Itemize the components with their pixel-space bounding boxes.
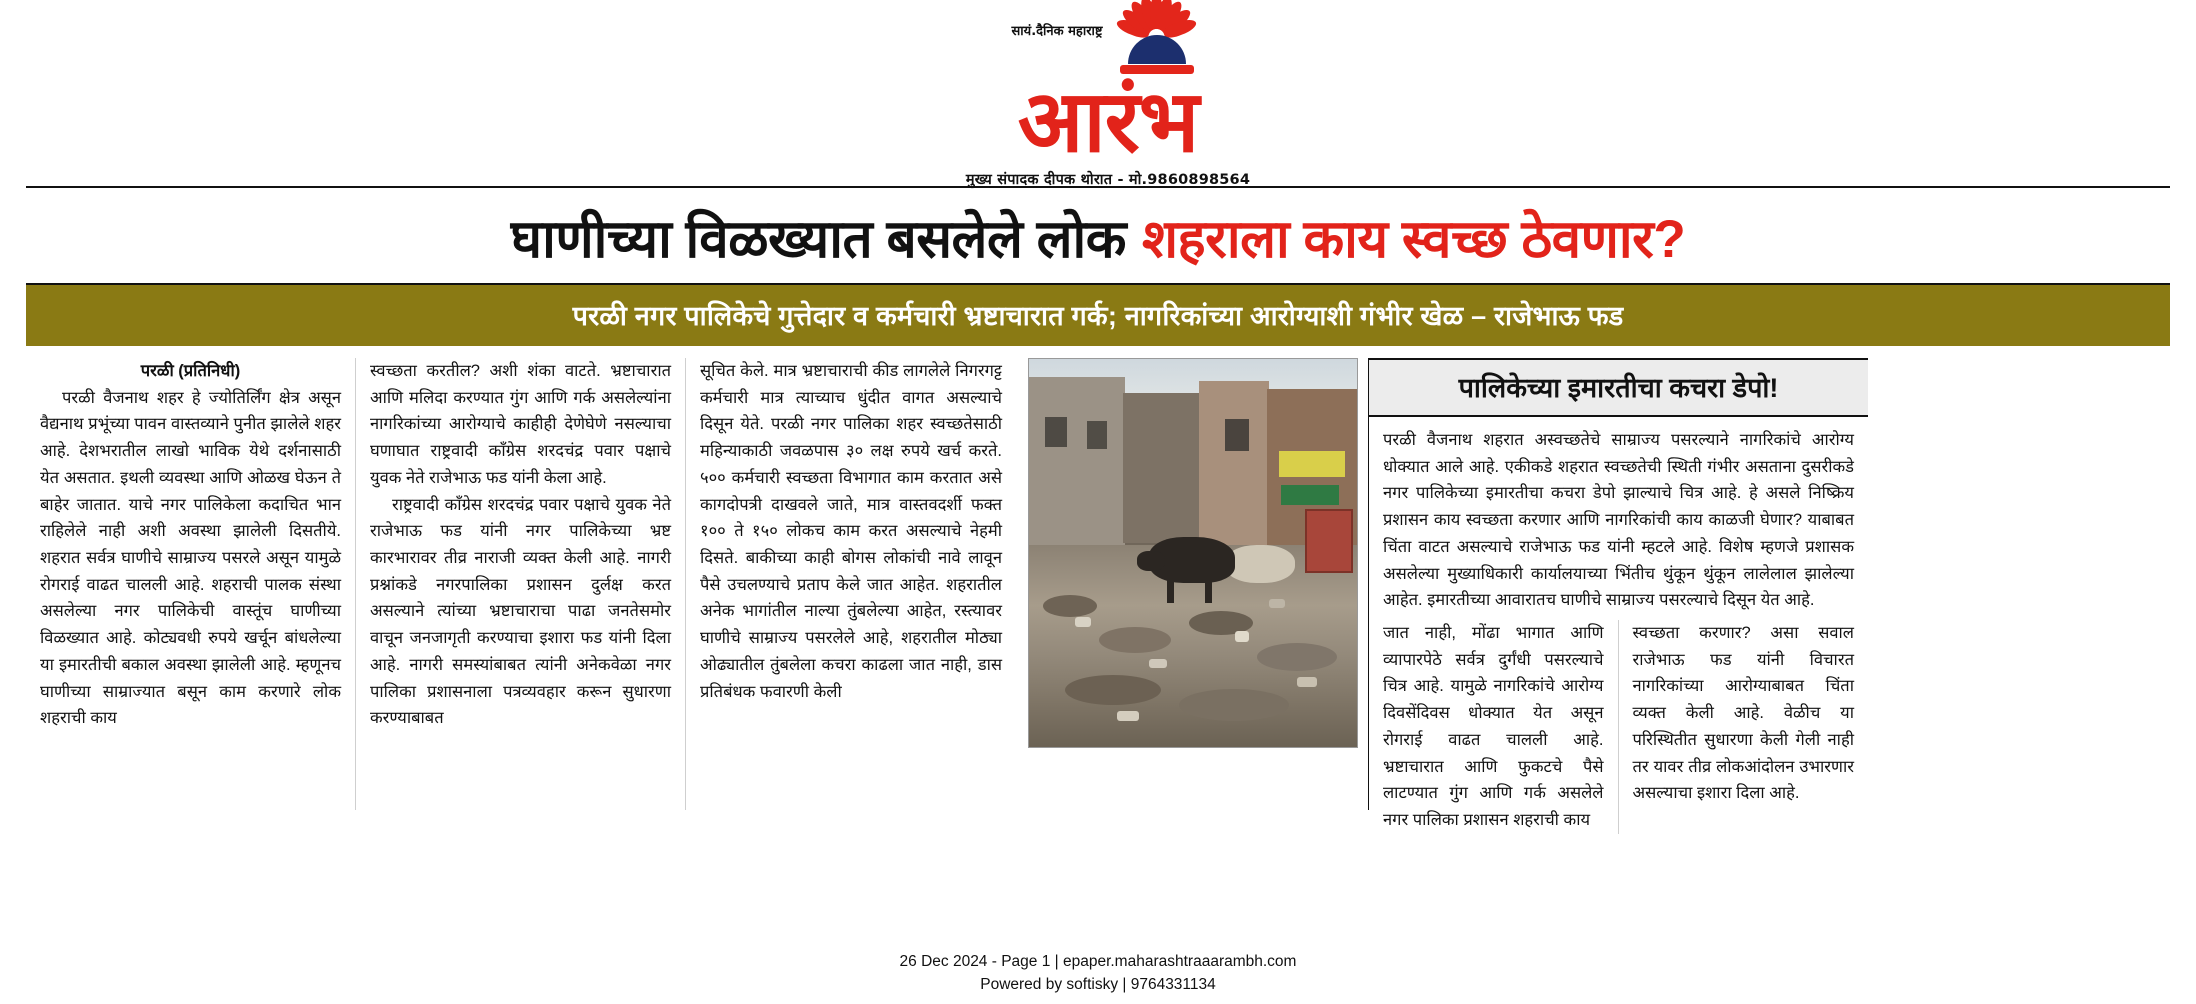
article-photo-column [1016, 358, 1368, 810]
article-paragraph: सूचित केले. मात्र भ्रष्टाचाराची कीड लागलेले निगरगट्ट कर्मचारी मात्र त्याच्याच धुंदीत वागत असल्याचे दिसून येते. परळी नगर पालिका शहर स्वच्छतेसाठी महिन्याकाठी जवळपास ३० लक्ष रुपये खर्च करते. ५०० कर्मचारी स्वच्छता विभागात काम करतात असे कागदोपत्री दाखवले जाते, मात्र वास्तवदर्शी फक्त १०० ते १५० लोकच काम करत असल्याचे नेहमी दिसते. बाकीच्या काही बोगस लोकांची नावे लावून पैसे उचलण्याचे प्रताप केले जात आहेत. शहरातील अनेक भागांतील नाल्या तुंबलेल्या आहेत, रस्त्यावर घाणीचे साम्राज्य पसरलेले आहे, शहरातील मोठ्या ओढ्यातील तुंबलेला कचरा काढला जात नाही, डास प्रतिबंधक फवारणी केली [700, 362, 1002, 701]
article-column-1 [26, 358, 356, 810]
sidebar-column-left: जात नाही, मोंढा भागात आणि व्यापारपेठे सर्वत्र दुर्गंधी पसरल्याचे चित्र आहे. यामुळे नागरिकांचे आरोग्य दिवसेंदिवस धोक्यात येत असून रोगराई वाढत चालली आहे. भ्रष्टाचारात आणि फुकटचे पैसे लाटण्यात गुंग आणि गर्क असलेले नगर पालिका प्रशासन शहराची काय [1369, 620, 1619, 834]
page-footer [0, 950, 2196, 997]
sidebar-lead-paragraph: परळी वैजनाथ शहरात अस्वच्छतेचे साम्राज्य पसरल्याने नागरिकांचे आरोग्य धोक्यात आले आहे. एकीकडे शहरात स्वच्छतेची स्थिती गंभीर असताना दुसरीकडे नगर पालिकेच्या इमारतीचा कचरा डेपो झाल्याचे चित्र आहे. हे असले निष्क्रिय प्रशासन काय स्वच्छता करणार आणि नागरिकांची काय काळजी घेणार? याबाबत चिंता वाटत असल्याचे राजेभाऊ फड यांनी म्हटले आहे. विशेष म्हणजे प्रशासक असलेल्या मुख्याधिकारी कार्यालयाच्या भिंतीच थुंकून थुंकून लालेलाल झालेल्या आहेत. इमारतीच्या आवारातच घाणीचे साम्राज्य पसरल्याचे दिसून येत आहे. [1383, 431, 1854, 610]
masthead-logo-row [1012, 0, 1205, 81]
article-column-3 [686, 358, 1016, 810]
article-paragraph: परळी वैजनाथ शहर हे ज्योतिर्लिंग क्षेत्र असून वैद्यनाथ प्रभूंच्या पावन वास्तव्याने पुनीत झालेले शहर आहे. देशभरातील लाखो भाविक येथे दर्शनासाठी येत असतात. इथली व्यवस्था आणि ओळख घेऊन ते बाहेर जातात. याचे नगर पालिकेला कदाचित भान राहिलेले नाही अशी अवस्था झालेली दिसतीये. शहरात सर्वत्र घाणीचे साम्राज्य पसरले असून यामुळे रोगराई वाढत चालली आहे. शहराची पालक संस्था असलेल्या नगर पालिकेची वास्तूंच घाणीच्या विळख्यात आहे. कोट्यवधी रुपये खर्चून बांधलेल्या या इमारतीची बकाल अवस्था झालेली आहे. म्हणूनच घाणीच्या साम्राज्यात बसून काम करणारे लोक शहराची काय [40, 388, 341, 728]
footer-date-page-source[interactable]: 26 Dec 2024 - Page 1 | epaper.maharashtraaarambh.com [899, 952, 1297, 970]
article-paragraph: राष्ट्रवादी काँग्रेस शरदचंद्र पवार पक्षाचे युवक नेते राजेभाऊ फड यांनी नगर पालिकेच्या भ्रष्ट कारभारावर तीव्र नाराजी व्यक्त केली आहे. नागरी प्रश्नांकडे नगरपालिका प्रशासन दुर्लक्ष करत असल्याने त्यांच्या भ्रष्टाचाराचा पाढा जनतेसमोर वाचून जनजागृती करण्याचा इशारा फड यांनी दिला आहे. नागरी समस्यांबाबत त्यांनी अनेकवेळा नगर पालिका प्रशासनाला पत्रव्यवहार करून सुधारणा करण्याबाबत [370, 495, 671, 728]
headline [26, 188, 2170, 283]
article-paragraph: स्वच्छता करतील? अशी शंका वाटते. भ्रष्टाचारात आणि मलिदा करण्यात गुंग आणि गर्क असलेल्यांना नागरिकांच्या आरोग्याचे काहीही देणेघेणे नसल्याचा घणाघात राष्ट्रवादी काँग्रेस शरदचंद्र पवार पक्षाचे युवक नेते राजेभाऊ फड यांनी केला आहे. [370, 362, 671, 487]
sidebar-title: पालिकेच्या इमारतीचा कचरा डेपो! [1369, 358, 1868, 417]
headline-primary: घाणीच्या विळख्यात बसलेले लोक [510, 210, 1126, 269]
masthead-tagline: सायं.दैनिक महाराष्ट्र [1011, 23, 1103, 39]
masthead [26, 0, 2170, 189]
garbage-street-photo [1028, 358, 1358, 748]
sidebar-article [1368, 358, 1868, 830]
masthead-editor-line: मुख्य संपादक दीपक थोरात - मो.9860898564 [965, 172, 1251, 189]
footer-credit: Powered by softisky | 9764331134 [980, 975, 1216, 993]
sub-headline: परळी नगर पालिकेचे गुत्तेदार व कर्मचारी भ्रष्टाचारात गर्क; नागरिकांच्या आरोग्याशी गंभीर खेळ – राजेभाऊ फड [26, 285, 2170, 346]
dateline: परळी (प्रतिनिधी) [140, 362, 241, 380]
article-body [26, 358, 2170, 830]
sidebar-split-columns [1369, 620, 1868, 834]
headline-highlight: शहराला काय स्वच्छ ठेवणार? [1142, 210, 1686, 269]
sidebar-column-right: स्वच्छता करणार? असा सवाल राजेभाऊ फड यांनी विचारत नागरिकांच्या आरोग्याबाबत चिंता व्यक्त केली आहे. वेळीच या परिस्थितीत सुधारणा केली गेली नाही तर यावर तीव्र लोकआंदोलन उभारणार असल्याचा इशारा दिला आहे. [1632, 624, 1854, 803]
sun-logo-icon [1108, 0, 1204, 79]
article-column-2 [356, 358, 686, 810]
masthead-brand: आरंभ [1017, 73, 1199, 170]
